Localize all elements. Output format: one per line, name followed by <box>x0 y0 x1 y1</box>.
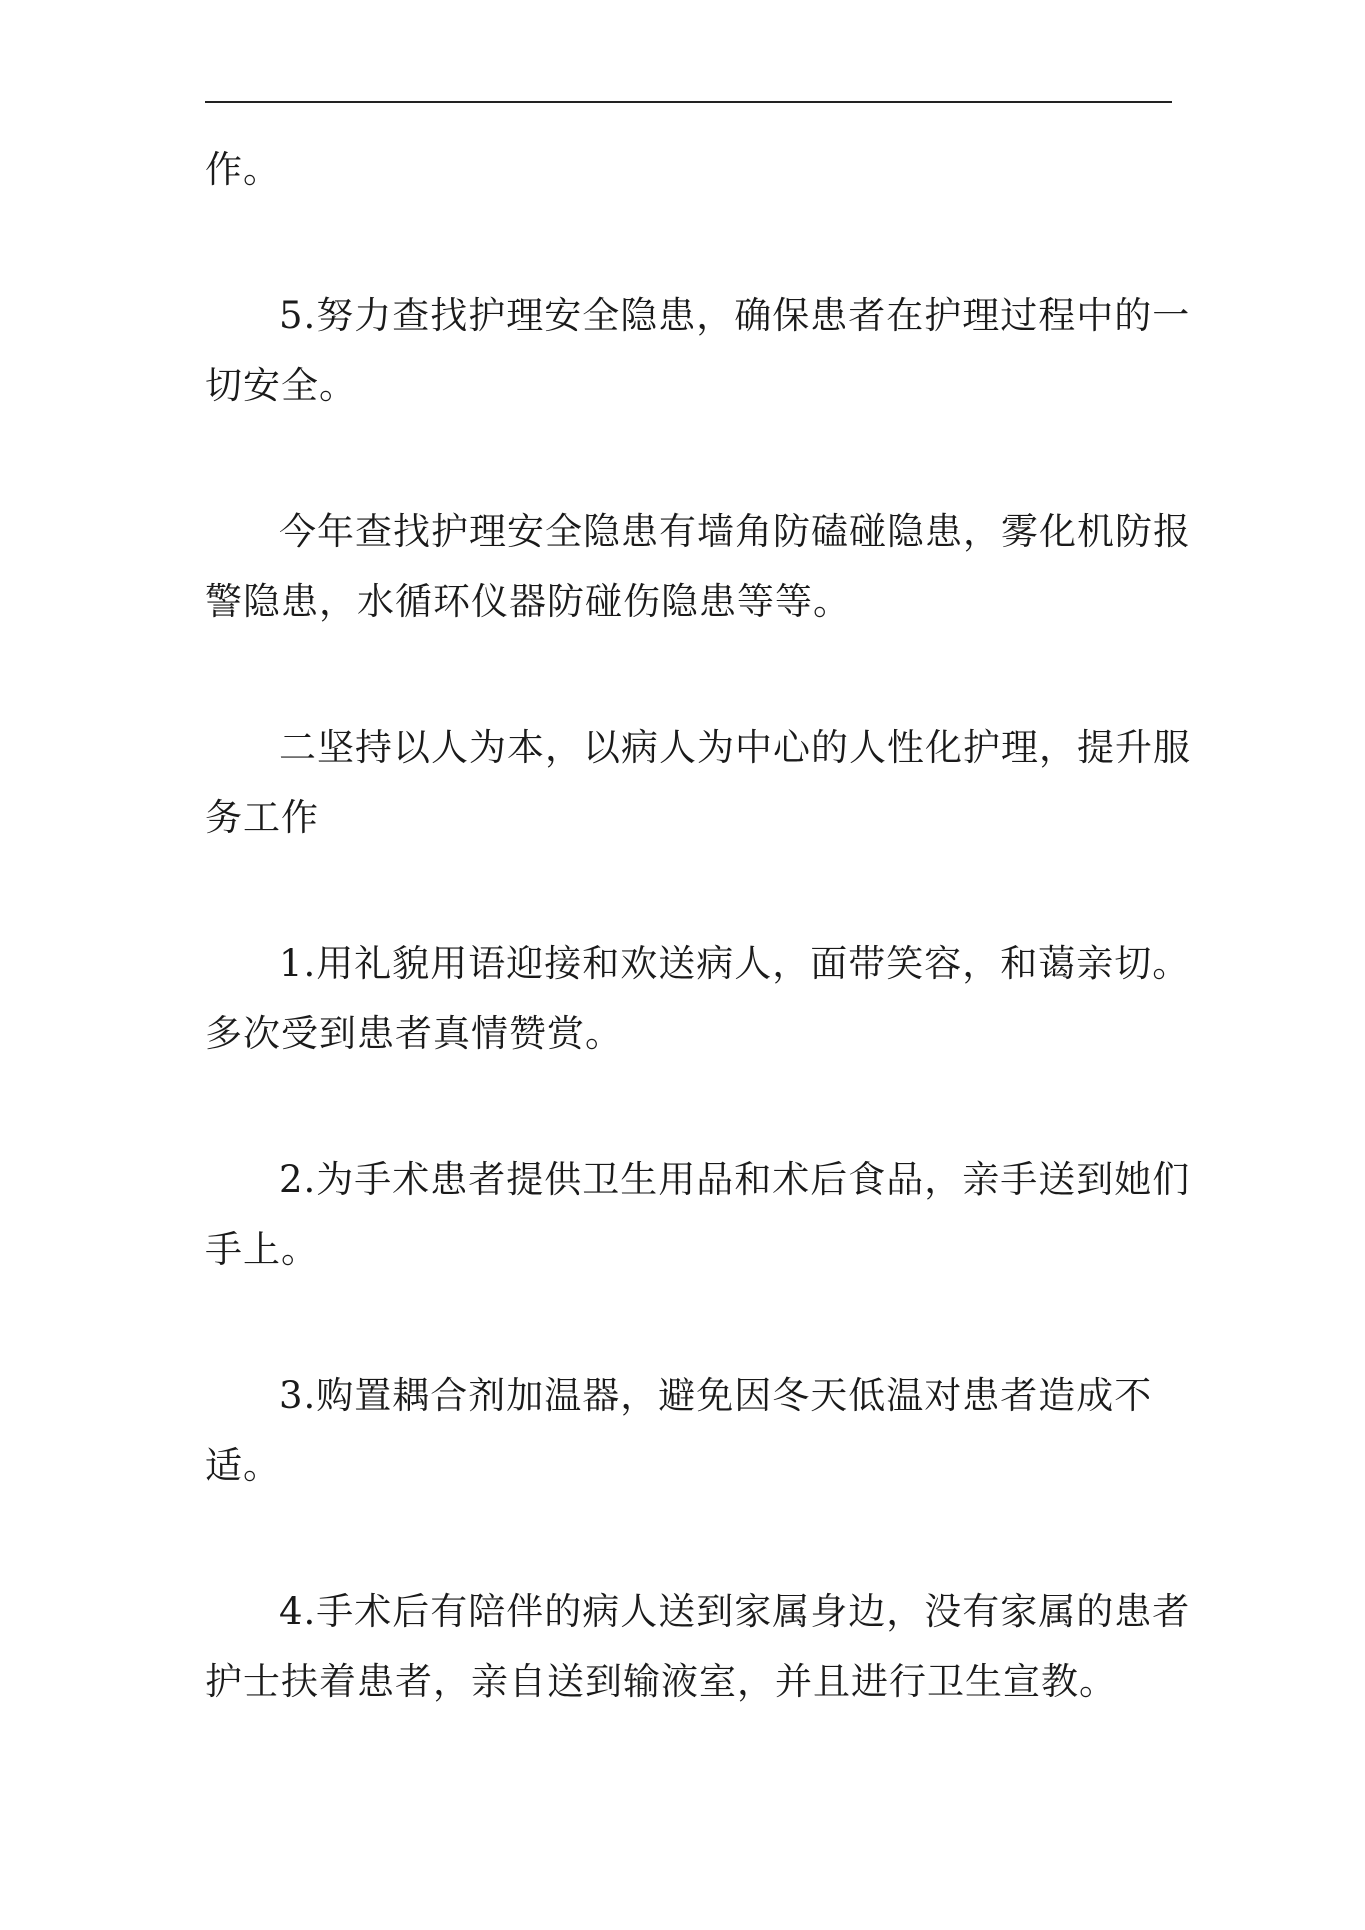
section-heading-line-1: 二坚持以人为本，以病人为中心的人性化护理，提升服 <box>279 726 1191 769</box>
paragraph-1-line-1: 1.用礼貌用语迎接和欢送病人，面带笑容，和蔼亲切。 <box>279 942 1191 985</box>
paragraph-hazards-line-2: 警隐患，水循环仪器防碰伤隐患等等。 <box>205 580 851 623</box>
paragraph-4-line-1: 4.手术后有陪伴的病人送到家属身边，没有家属的患者 <box>279 1590 1191 1633</box>
paragraph-1-line-2: 多次受到患者真情赞赏。 <box>205 1012 623 1055</box>
paragraph-3-line-2: 适。 <box>205 1444 281 1487</box>
paragraph-3-line-1: 3.购置耦合剂加温器，避免因冬天低温对患者造成不 <box>279 1374 1153 1417</box>
paragraph-2-line-2: 手上。 <box>205 1228 319 1271</box>
text-line-continuation: 作。 <box>205 148 281 191</box>
paragraph-hazards-line-1: 今年查找护理安全隐患有墙角防磕碰隐患，雾化机防报 <box>279 510 1191 553</box>
paragraph-5-line-2: 切安全。 <box>205 364 357 407</box>
paragraph-5-line-1: 5.努力查找护理安全隐患，确保患者在护理过程中的一 <box>279 294 1191 337</box>
paragraph-2-line-1: 2.为手术患者提供卫生用品和术后食品，亲手送到她们 <box>279 1158 1191 1201</box>
paragraph-4-line-2: 护士扶着患者，亲自送到输液室，并且进行卫生宣教。 <box>205 1660 1117 1703</box>
header-rule <box>205 101 1172 103</box>
section-heading-line-2: 务工作 <box>205 796 319 839</box>
